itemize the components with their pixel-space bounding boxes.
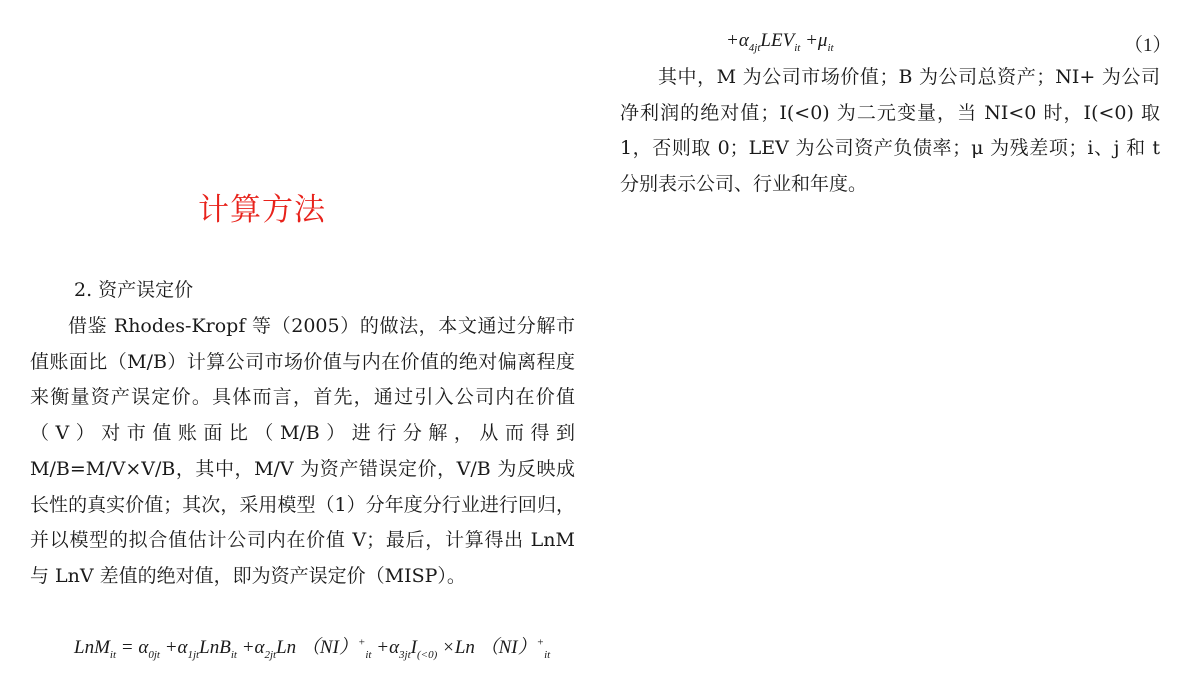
body-paragraph-left: 借鉴 Rhodes-Kropf 等（2005）的做法，本文通过分解市值账面比（M/B）计算公司市场价值与内在价值的绝对偏离程度来衡量资产误定价。具体而言，首先，通过引入公司内在价值（V）对市值账面比（M/B）进行分解，从而得到 M/B=M/V×V/B，其中，M/V 为资产错误定价，V/B 为反映成长性的真实价值；其次，采用模型（1）分年度分行业进行回归，并以模型的拟合值估计公司内在价值 V；最后，计算得出 LnM 与 LnV 差值的绝对值，即为资产误定价（MISP）。 <box>30 315 575 587</box>
equation-number: （1） <box>1124 35 1172 56</box>
equation-line-2: $+\alpha_{4jt}LEV_{it} +\mu_{it}$ <box>726 30 834 54</box>
equation-line-1: $LnM_{it} = \alpha_{0jt} +\alpha_{1jt}LnB_{it} +\alpha_{2jt}Ln$ $(NI)^+_{it} +\alpha_{3jt}I_{(<0)} \times Ln$ $(NI)^+_{it}$ <box>74 636 551 661</box>
body-paragraph-right: 其中，M 为公司市场价值；B 为公司总资产；NI+ 为公司净利润的绝对值；I(<0) 为二元变量，当 NI<0 时，I(<0) 取 1，否则取 0；LEV 为公司资产负债率；μ 为残差项；i、j 和 t 分别表示公司、行业和年度。 <box>620 66 1160 196</box>
page-title: 计算方法 <box>198 192 326 228</box>
section-heading: 2. 资产误定价 <box>74 279 194 301</box>
